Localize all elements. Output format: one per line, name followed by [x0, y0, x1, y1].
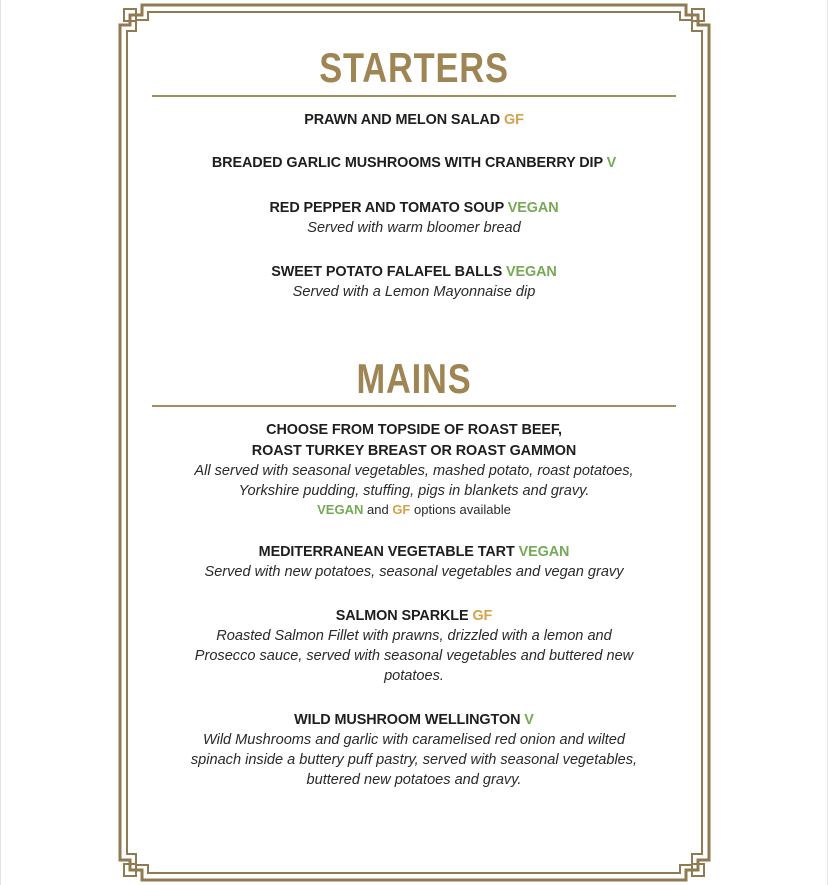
item-name-line-2: ROAST TURKEY BREAST OR ROAST GAMMON: [251, 442, 577, 459]
item-description-line-1: Served with new potatoes, seasonal vegetables and vegan gravy: [204, 563, 624, 580]
item-description-line-2: Prosecco sauce, served with seasonal vegetables and buttered new: [194, 647, 634, 664]
item-name: MEDITERRANEAN VEGETABLE TART: [258, 543, 515, 560]
item-description-line-3: buttered new potatoes and gravy.: [306, 771, 522, 788]
vegan-tag: VEGAN: [518, 543, 570, 560]
item-description-line-2: spinach inside a buttery puff pastry, served with seasonal vegetables,: [190, 751, 638, 768]
options-available-text: options available: [414, 502, 511, 517]
gf-tag: GF: [392, 502, 411, 517]
item-description-line-2: Yorkshire pudding, stuffing, pigs in blankets and gravy.: [238, 482, 590, 499]
starter-item-falafel-balls: [152, 261, 676, 302]
item-name: WILD MUSHROOM WELLINGTON: [294, 711, 521, 728]
item-description-line-3: potatoes.: [384, 667, 444, 684]
item-name: PRAWN AND MELON SALAD: [304, 111, 501, 128]
mains-divider: [152, 405, 676, 407]
v-tag: V: [524, 711, 534, 728]
item-name-line-1: CHOOSE FROM TOPSIDE OF ROAST BEEF,: [266, 421, 562, 438]
vegan-tag: VEGAN: [317, 502, 364, 517]
main-item-salmon-sparkle: [152, 605, 676, 686]
mains-heading: MAINS: [356, 355, 472, 402]
gf-tag: GF: [472, 607, 493, 624]
item-description-line-1: Wild Mushrooms and garlic with caramelised red onion and wilted: [202, 731, 626, 748]
item-name: BREADED GARLIC MUSHROOMS WITH CRANBERRY DIP: [211, 154, 603, 171]
starters-heading: STARTERS: [319, 44, 509, 91]
item-description-line-1: Roasted Salmon Fillet with prawns, drizzled with a lemon and: [216, 627, 612, 644]
main-item-roast: [152, 419, 676, 519]
item-description-line-1: All served with seasonal vegetables, mashed potato, roast potatoes,: [194, 462, 634, 479]
item-description: Served with a Lemon Mayonnaise dip: [292, 283, 536, 300]
dietary-options-note: [152, 501, 676, 519]
item-name: SWEET POTATO FALAFEL BALLS: [271, 263, 503, 280]
options-and-text: and: [366, 502, 389, 517]
starters-divider: [152, 95, 676, 97]
starter-item-garlic-mushrooms: [152, 152, 676, 173]
starter-item-prawn-melon-salad: [152, 109, 676, 130]
item-name: RED PEPPER AND TOMATO SOUP: [269, 199, 504, 216]
main-item-vegetable-tart: [152, 541, 676, 582]
item-name: SALMON SPARKLE: [335, 607, 469, 624]
gf-tag: GF: [503, 111, 524, 128]
starter-item-pepper-tomato-soup: [152, 197, 676, 238]
main-item-mushroom-wellington: [152, 709, 676, 790]
item-description: Served with warm bloomer bread: [307, 219, 521, 236]
vegan-tag: VEGAN: [507, 199, 559, 216]
v-tag: V: [606, 154, 617, 171]
vegan-tag: VEGAN: [506, 263, 557, 280]
